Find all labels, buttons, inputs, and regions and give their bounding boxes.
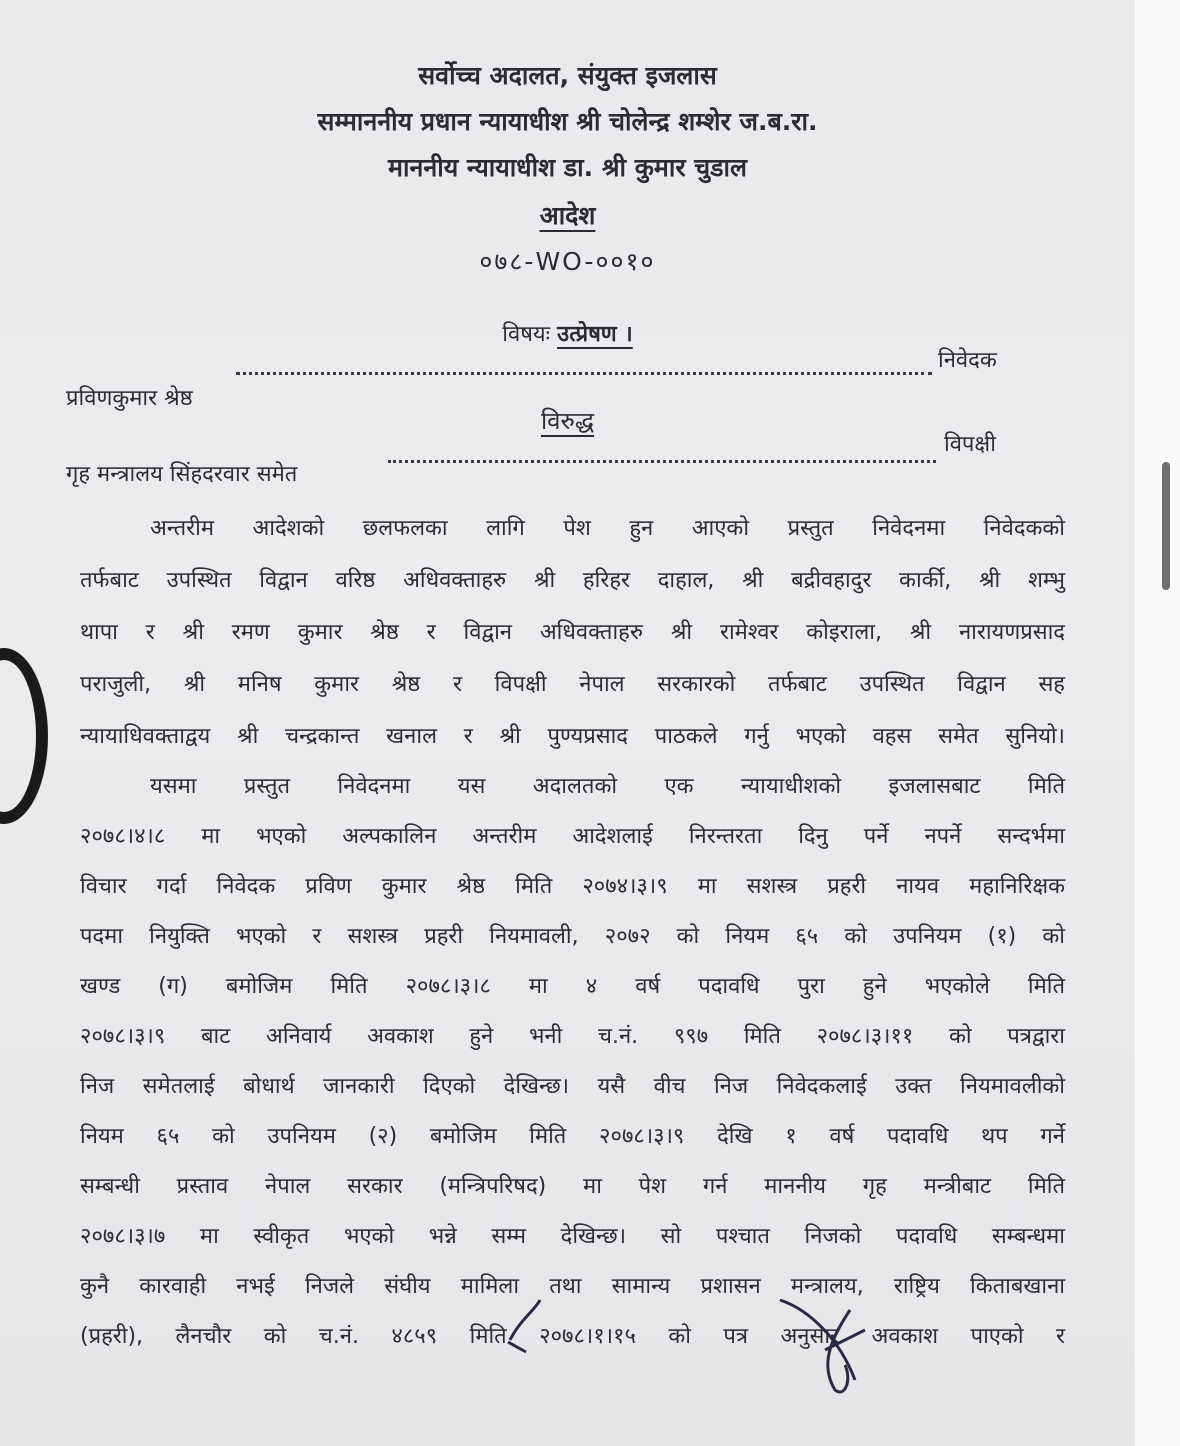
para2-line: नियम ६५ को उपनियम (२) बमोजिम मिति २०७८।३।९ देखि १ वर्ष पदावधि थप गर्ने	[80, 1124, 1065, 1149]
binder-ring	[0, 648, 48, 824]
para2-line: कुनै कारवाही नभई निजले संघीय मामिला तथा सामान्य प्रशासन मन्त्रालय, राष्ट्रिय किताबखाना	[80, 1274, 1065, 1299]
para2-line: २०७८।४।८ मा भएको अल्पकालिन अन्तरीम आदेशलाई निरन्तरता दिनु पर्ने नपर्ने सन्दर्भमा	[80, 824, 1065, 849]
para1-line: न्यायाधिवक्ताद्वय श्री चन्द्रकान्त खनाल र श्री पुण्यप्रसाद पाठकले गर्नु भएको वहस समेत सुनियो।	[80, 724, 1065, 749]
subject-label: विषयः	[502, 322, 551, 347]
para1-line: अन्तरीम आदेशको छलफलका लागि पेश हुन आएको प्रस्तुत निवेदनमा निवेदकको	[150, 516, 1065, 541]
para2-line: यसमा प्रस्तुत निवेदनमा यस अदालतको एक न्यायाधीशको इजलासबाट मिति	[150, 774, 1065, 799]
subject-value: उत्प्रेषण ।	[557, 322, 633, 347]
para2-line: निज समेतलाई बोधार्थ जानकारी दिएको देखिन्छ। यसै वीच निज निवेदकलाई उक्त नियमावलीको	[80, 1074, 1065, 1099]
para2-line: पदमा नियुक्ति भएको र सशस्त्र प्रहरी नियमावली, २०७२ को नियम ६५ को उपनियम (१) को	[80, 924, 1065, 949]
vertical-scrollbar[interactable]	[1162, 462, 1170, 590]
order-title-text: आदेश	[539, 201, 596, 230]
handwritten-signature-mark	[480, 1270, 910, 1410]
petitioner-leader-dots	[236, 372, 932, 375]
para2-line: २०७८।३।७ मा स्वीकृत भएको भन्ने सम्म देखिन्छ। सो पश्चात निजको पदावधि सम्बन्धमा	[80, 1224, 1065, 1249]
para2-line: सम्बन्धी प्रस्ताव नेपाल सरकार (मन्त्रिपरिषद) मा पेश गर्न माननीय गृह मन्त्रीबाट मिति	[80, 1174, 1065, 1199]
respondent-role: विपक्षी	[944, 432, 996, 457]
para2-line: खण्ड (ग) बमोजिम मिति २०७८।३।८ मा ४ वर्ष पदावधि पुरा हुने भएकोले मिति	[80, 974, 1065, 999]
justice-line: माननीय न्यायाधीश डा. श्री कुमार चुडाल	[388, 153, 747, 182]
petitioner-name: प्रविणकुमार श्रेष्ठ	[66, 386, 193, 411]
right-margin	[1135, 0, 1180, 1446]
para1-line: थापा र श्री रमण कुमार श्रेष्ठ र विद्वान अधिवक्ताहरु श्री रामेश्वर कोइराला, श्री नारायणप्रसाद	[80, 620, 1065, 645]
para2-line: (प्रहरी), लैनचौर को च.नं. ४८५९ मिति २०७८।१।१५ को पत्र अनुसार अवकाश पाएको र	[80, 1324, 1065, 1349]
para2-line: २०७८।३।९ बाट अनिवार्य अवकाश हुने भनी च.नं. ९९७ मिति २०७८।३।११ को पत्रद्वारा	[80, 1024, 1065, 1049]
court-heading: सर्वोच्च अदालत, संयुक्त इजलास	[418, 61, 717, 90]
respondent-name: गृह मन्त्रालय सिंहदरवार समेत	[66, 462, 298, 487]
versus-text: विरुद्ध	[540, 407, 595, 435]
order-title	[0, 198, 1135, 232]
para1-line: तर्फबाट उपस्थित विद्वान वरिष्ठ अधिवक्ताहरु श्री हरिहर दाहाल, श्री बद्रीवहादुर कार्की, श्री शम्भु	[80, 568, 1065, 593]
para1-line: पराजुली, श्री मनिष कुमार श्रेष्ठ र विपक्षी नेपाल सरकारको तर्फबाट उपस्थित विद्वान सह	[80, 672, 1065, 697]
chief-justice-line: सम्माननीय प्रधान न्यायाधीश श्री चोलेन्द्र शम्शेर ज.ब.रा.	[317, 107, 818, 136]
respondent-leader-dots	[388, 460, 936, 463]
para2-line: विचार गर्दा निवेदक प्रविण कुमार श्रेष्ठ मिति २०७४।३।९ मा सशस्त्र प्रहरी नायव महानिरिक्षक	[80, 874, 1065, 899]
petitioner-role: निवेदक	[938, 348, 997, 373]
case-number: ०७८-WO-००१०	[479, 247, 656, 276]
